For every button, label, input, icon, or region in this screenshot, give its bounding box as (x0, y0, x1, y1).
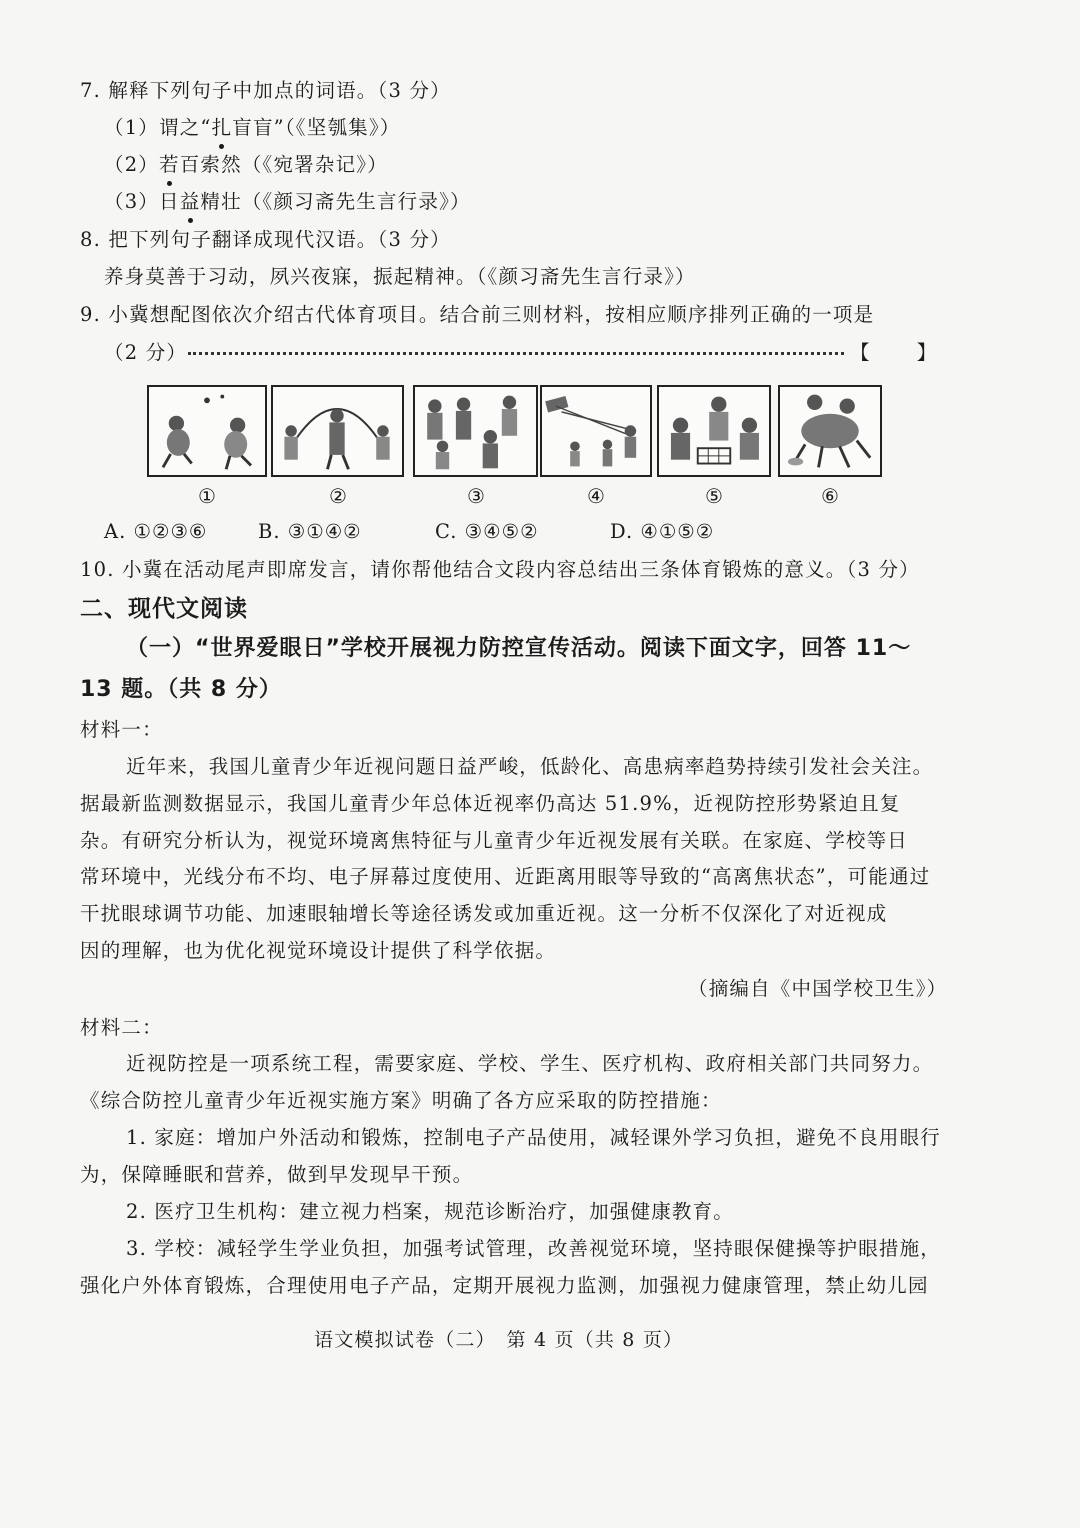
image-label-2: ② (329, 484, 347, 508)
dotted-word: 若 (159, 150, 180, 180)
q7-item-3: （3）日益精壮（《颜习斋先生言行录》） (104, 187, 471, 217)
image-label-1: ① (198, 484, 216, 508)
q8-stem: 8. 把下列句子翻译成现代汉语。（3 分） (80, 228, 451, 251)
material1-line: 因的理解，也为优化视觉环境设计提供了科学依据。 (80, 939, 557, 962)
chess-playing-illustration (657, 385, 771, 477)
image-label-5: ⑤ (705, 484, 723, 508)
q9-stem: 9. 小冀想配图依次介绍古代体育项目。结合前三则材料，按相应顺序排列正确的一项是 (80, 303, 875, 326)
image-label-3: ③ (467, 484, 485, 508)
group-game-icon (415, 387, 536, 475)
material1-label: 材料一： (80, 718, 163, 741)
subsection-heading-line1: （一）“世界爱眼日”学校开展视力防控宣传活动。阅读下面文字，回答 11～ (126, 636, 912, 661)
option-b[interactable]: B. ③①④② (258, 520, 362, 543)
material1-source: （摘编自《中国学校卫生》） (688, 977, 948, 1000)
material1-line: 常环境中，光线分布不均、电子屏幕过度使用、近距离用眼等导致的“高离焦状态”，可能通过 (80, 865, 931, 888)
option-a[interactable]: A. ①②③⑥ (104, 520, 208, 543)
wrestling-icon (780, 387, 880, 475)
jianzi-kicking-icon (149, 387, 265, 475)
material2-line: 近视防控是一项系统工程，需要家庭、学校、学生、医疗机构、政府相关部门共同努力。 (126, 1052, 934, 1075)
section-title: 二、现代文阅读 (80, 596, 248, 622)
option-c[interactable]: C. ③④⑤② (435, 520, 539, 543)
wrestling-illustration (778, 385, 882, 477)
subsection-heading-line2: 13 题。（共 8 分） (80, 677, 282, 702)
answer-leader-dots (188, 352, 844, 355)
q10-stem: 10. 小冀在活动尾声即席发言，请你帮他结合文段内容总结出三条体育锻炼的意义。（3 分） (80, 558, 920, 581)
q7-item-1: （1）谓之“扎盲盲”（《坚瓠集》） (104, 113, 401, 143)
material1-line: 近年来，我国儿童青少年近视问题日益严峻，低龄化、高患病率趋势持续引发社会关注。 (126, 755, 934, 778)
group-game-illustration (413, 385, 538, 477)
material1-line: 杂。有研究分析认为，视觉环境离焦特征与儿童青少年近视发展有关联。在家庭、学校等日 (80, 829, 909, 852)
material2-line: 2. 医疗卫生机构：建立视力档案，规范诊断治疗，加强健康教育。 (126, 1200, 735, 1223)
material2-label: 材料二： (80, 1016, 163, 1039)
dotted-word: 扎 (212, 113, 233, 143)
option-d[interactable]: D. ④①⑤② (610, 520, 715, 543)
kite-flying-illustration (540, 385, 652, 477)
rope-skipping-illustration (271, 385, 404, 477)
material2-line: 为，保障睡眠和营养，做到早发现早干预。 (80, 1163, 474, 1186)
rope-skipping-icon (273, 387, 402, 475)
q9-score: （2 分） (104, 341, 188, 364)
kite-flying-icon (542, 387, 650, 475)
q7-item-2: （2）若百索然（《宛署杂记》） (104, 150, 388, 180)
chess-playing-icon (659, 387, 769, 475)
image-label-6: ⑥ (821, 484, 839, 508)
q8-sentence: 养身莫善于习动，夙兴夜寐，振起精神。（《颜习斋先生言行录》） (104, 265, 696, 288)
material2-line: 强化户外体育锻炼，合理使用电子产品，定期开展视力监测，加强视力健康管理，禁止幼儿园 (80, 1274, 929, 1297)
q7-stem: 7. 解释下列句子中加点的词语。（3 分） (80, 79, 451, 102)
material2-line: 《综合防控儿童青少年近视实施方案》明确了各方应采取的防控措施： (80, 1089, 722, 1112)
jianzi-kicking-illustration (147, 385, 267, 477)
image-label-4: ④ (587, 484, 605, 508)
material1-line: 据最新监测数据显示，我国儿童青少年总体近视率仍高达 51.9%，近视防控形势紧迫且复 (80, 792, 901, 815)
page-footer: 语文模拟试卷（二） 第 4 页（共 8 页） (314, 1329, 684, 1351)
answer-bracket: 【 】 (850, 341, 938, 364)
material2-line: 3. 学校：减轻学生学业负担，加强考试管理，改善视觉环境，坚持眼保健操等护眼措施， (126, 1237, 942, 1260)
material2-line: 1. 家庭：增加户外活动和锻炼，控制电子产品使用，减轻课外学习负担，避免不良用眼行 (126, 1126, 942, 1149)
material1-line: 干扰眼球调节功能、加速眼轴增长等途径诱发或加重近视。这一分析不仅深化了对近视成 (80, 902, 888, 925)
dotted-word: 益 (180, 187, 201, 217)
